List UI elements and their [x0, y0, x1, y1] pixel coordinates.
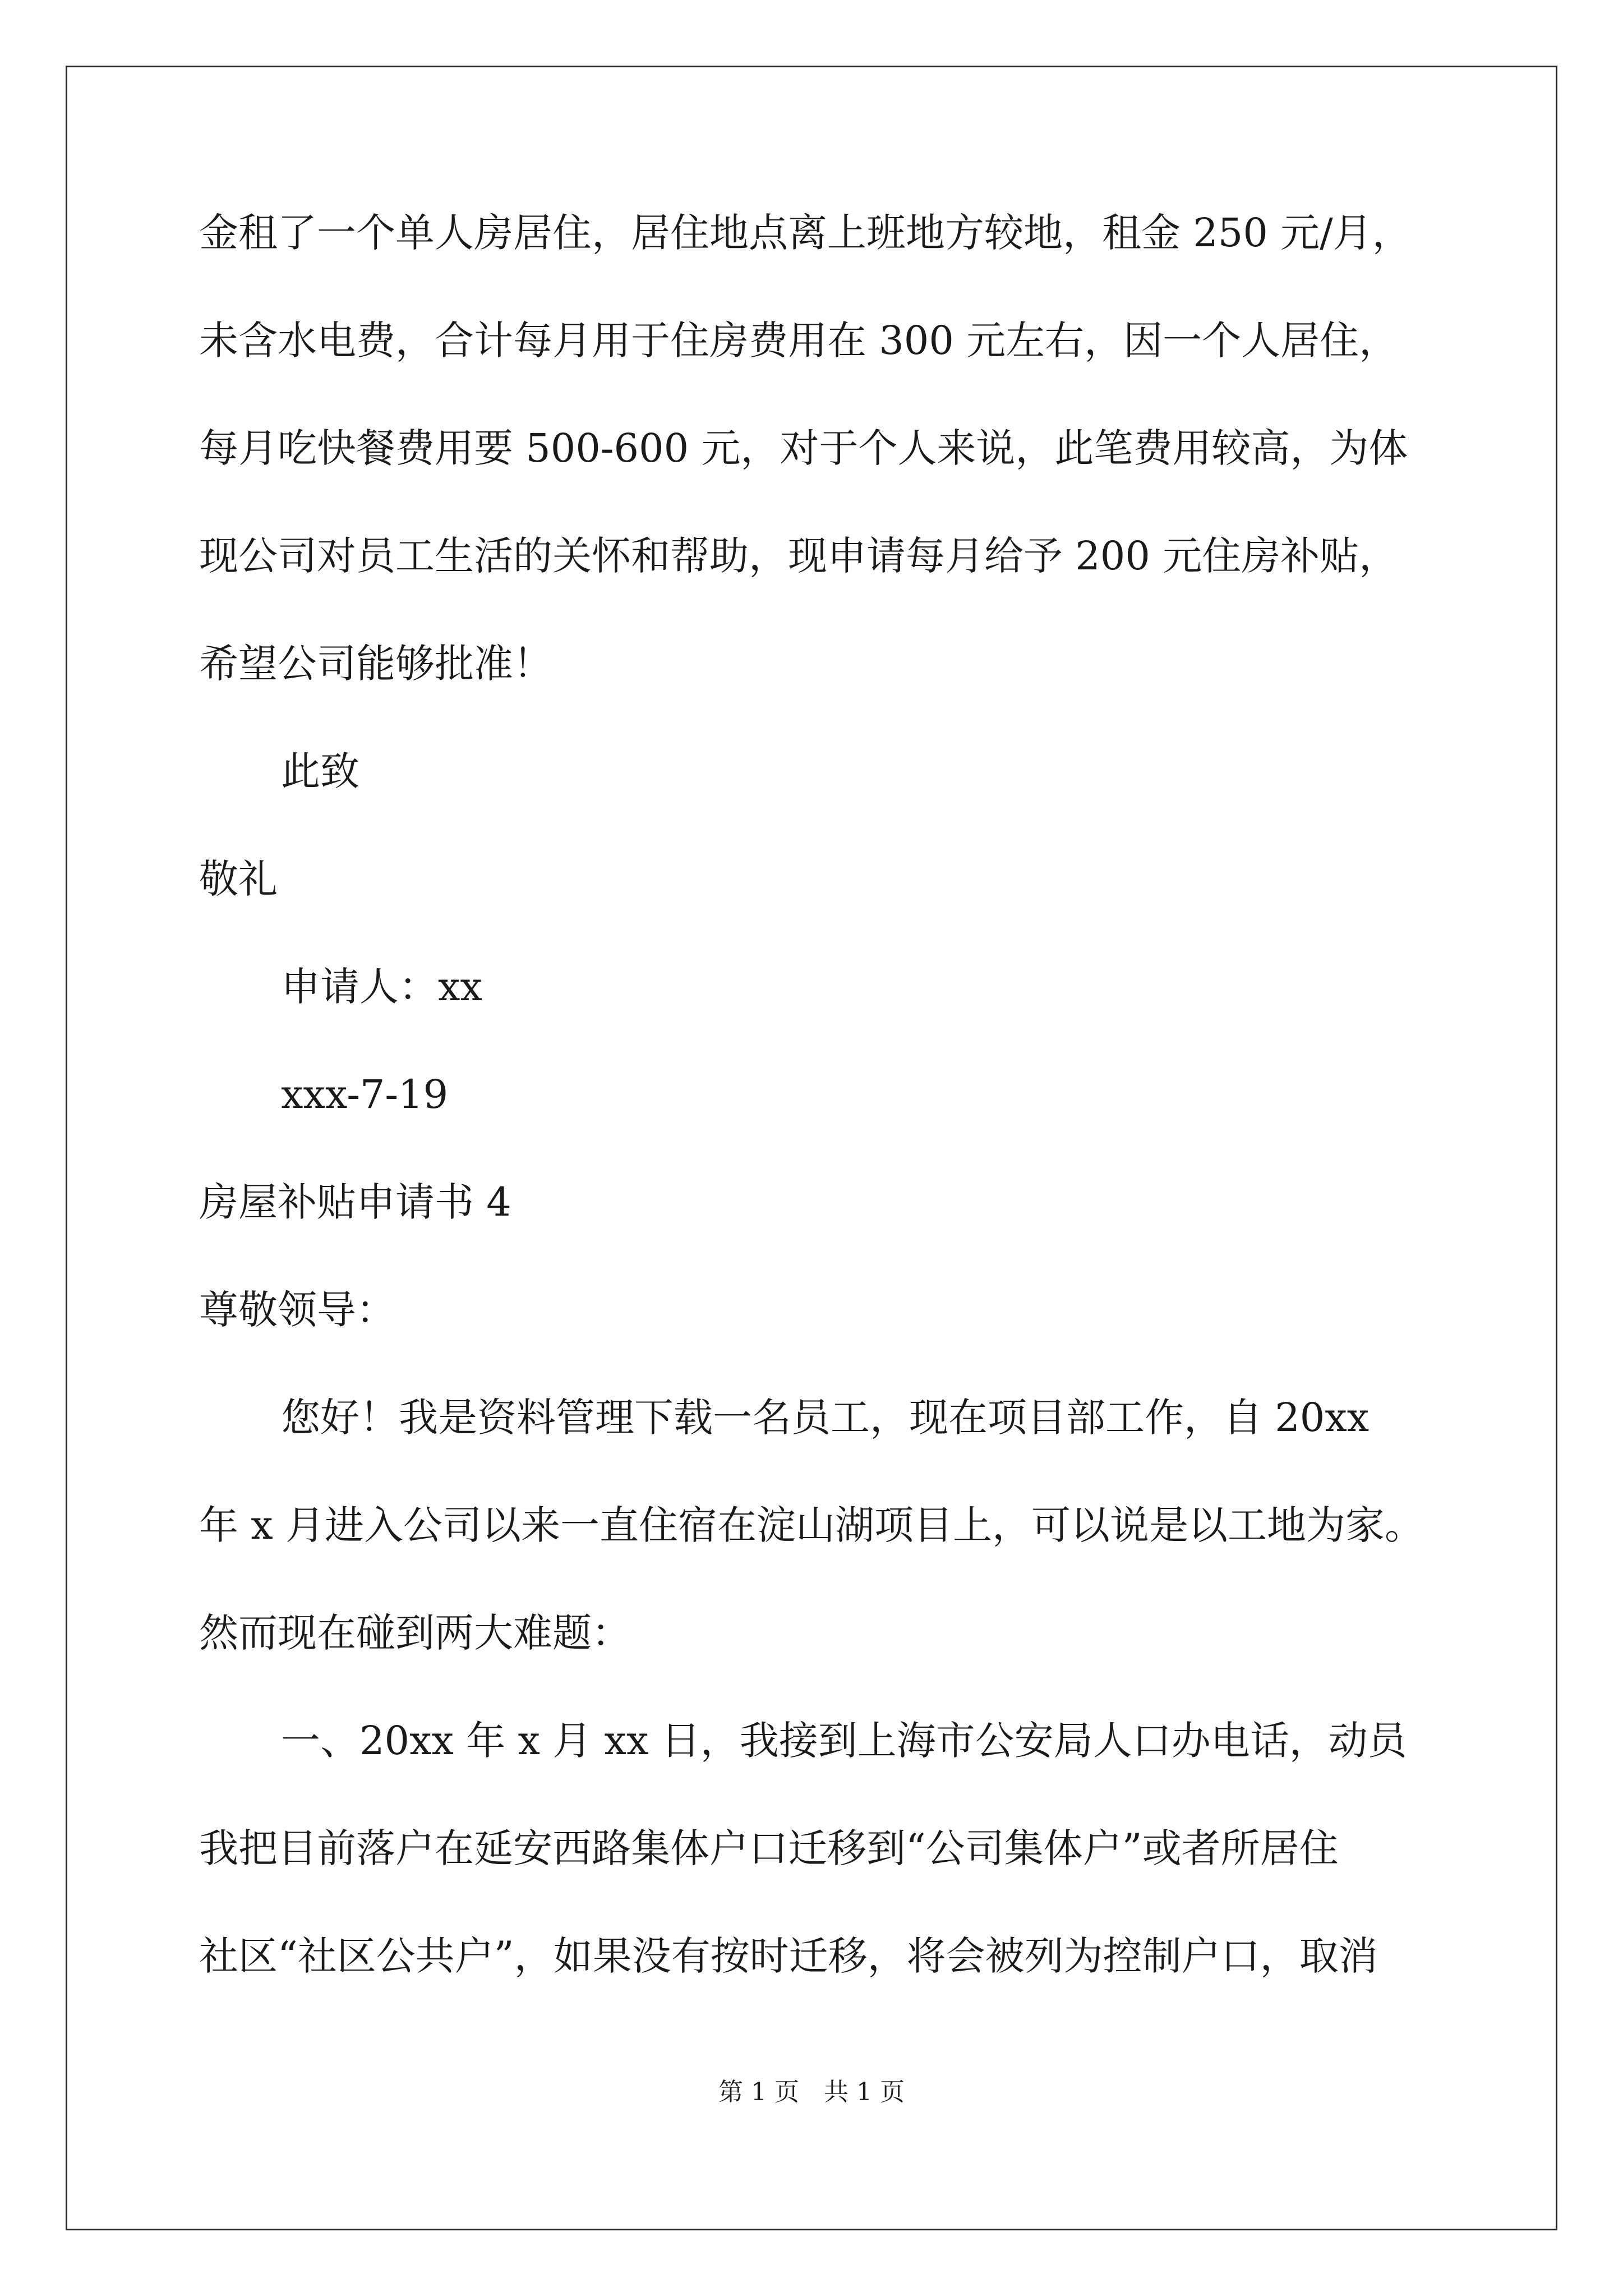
- applicant-name: 申请人：xx: [281, 964, 482, 1010]
- paragraph-line: 然而现在碰到两大难题：: [199, 1610, 631, 1656]
- paragraph-line: 未含水电费，合计每月用于住房费用在 300 元左右，因一个人居住，: [199, 318, 1399, 364]
- paragraph-line: 社区“社区公共户”，如果没有按时迁移，将会被列为控制户口，取消: [199, 1933, 1378, 1979]
- paragraph-line: 年 x 月进入公司以来一直住宿在淀山湖项目上，可以说是以工地为家。: [199, 1502, 1424, 1548]
- closing-regards: 敬礼: [199, 856, 278, 902]
- paragraph-line: 您好！我是资料管理下载一名员工，现在项目部工作，自 20xx: [281, 1395, 1370, 1441]
- letter-greeting: 尊敬领导：: [199, 1287, 395, 1333]
- paragraph-line: 金租了一个单人房居住，居住地点离上班地方较地，租金 250 元/月，: [199, 210, 1412, 256]
- paragraph-line: 每月吃快餐费用要 500-600 元，对于个人来说，此笔费用较高，为体: [199, 425, 1408, 471]
- paragraph-line: 现公司对员工生活的关怀和帮助，现申请每月给予 200 元住房补贴，: [199, 533, 1399, 579]
- applicant-date: xxx-7-19: [281, 1071, 449, 1117]
- paragraph-line: 我把目前落户在延安西路集体户口迁移到“公司集体户”或者所居住: [199, 1825, 1339, 1871]
- page-number-footer: 第 1 页 共 1 页: [718, 2078, 905, 2106]
- section-title: 房屋补贴申请书 4: [199, 1179, 511, 1225]
- paragraph-line: 一、20xx 年 x 月 xx 日，我接到上海市公安局人口办电话，动员: [281, 1718, 1407, 1764]
- document-body: [199, 210, 1450, 2044]
- closing-salutation: 此致: [281, 748, 359, 794]
- paragraph-line: 希望公司能够批准！: [199, 641, 552, 687]
